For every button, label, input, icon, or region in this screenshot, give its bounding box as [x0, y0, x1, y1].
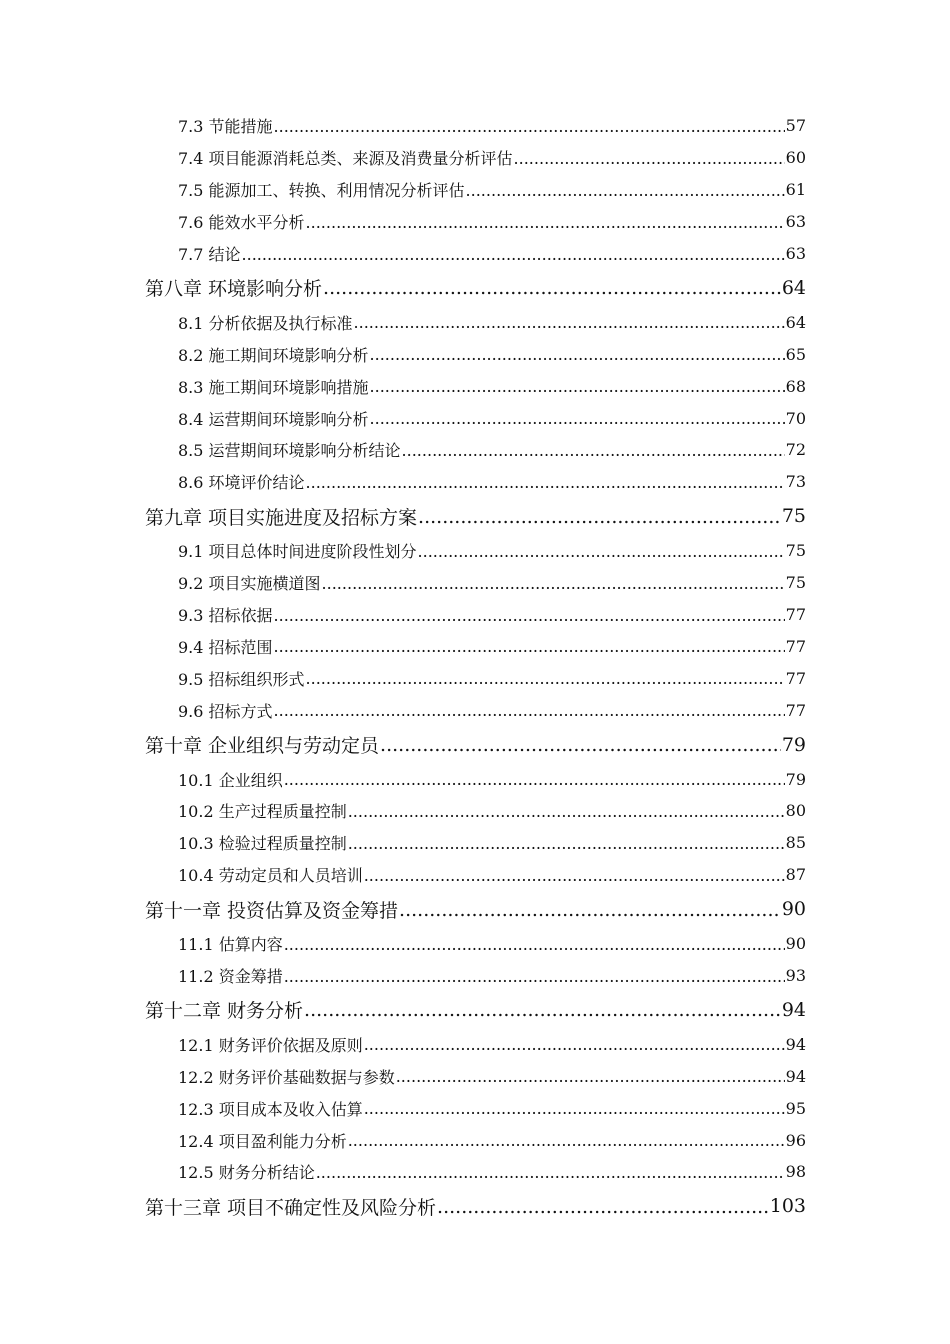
toc-entry-page-number: 64: [785, 312, 806, 332]
toc-entry-label: 7.7 结论: [178, 245, 241, 264]
toc-entry-page-number: 87: [785, 865, 806, 885]
toc-entry-label: 10.3 检验过程质量控制: [178, 834, 347, 854]
toc-section-entry[interactable]: [0, 306, 950, 338]
toc-entry-label: 9.5 招标组织形式: [178, 669, 305, 689]
toc-section-entry[interactable]: [0, 795, 950, 827]
toc-dot-leader: [437, 1199, 769, 1221]
toc-entry-label: 11.1 估算内容: [178, 935, 283, 955]
toc-entry-label: 第十三章 项目不确定性及风险分析: [145, 1196, 437, 1219]
toc-entry-label: 8.1 分析依据及执行标准: [178, 313, 353, 333]
toc-entry-page-number: 63: [785, 244, 806, 263]
toc-section-entry[interactable]: [0, 370, 950, 402]
toc-entry-page-number: 64: [781, 276, 806, 299]
toc-section-entry[interactable]: [0, 928, 950, 960]
toc-entry-page-number: 61: [785, 180, 806, 200]
toc-entry-label: 7.3 节能措施: [178, 117, 273, 137]
toc-section-entry[interactable]: [0, 466, 950, 498]
toc-dot-leader: [274, 640, 785, 658]
toc-chapter-entry[interactable]: [0, 726, 950, 763]
toc-entry-page-number: 75: [785, 541, 806, 561]
toc-entry-page-number: 68: [785, 376, 806, 396]
toc-section-entry[interactable]: [0, 567, 950, 599]
toc-dot-leader: [348, 1134, 785, 1152]
toc-entry-label: 第八章 环境影响分析: [145, 278, 323, 301]
toc-section-entry[interactable]: [0, 434, 950, 466]
toc-dot-leader: [284, 773, 785, 791]
toc-section-entry[interactable]: [0, 402, 950, 434]
toc-dot-leader: [354, 316, 785, 334]
toc-dot-leader: [370, 348, 785, 366]
toc-entry-label: 第九章 项目实施进度及招标方案: [145, 506, 418, 529]
toc-entry-label: 第十章 企业组织与劳动定员: [145, 735, 380, 758]
toc-section-entry[interactable]: [0, 338, 950, 370]
toc-dot-leader: [402, 444, 785, 462]
toc-entry-page-number: 90: [781, 898, 806, 921]
toc-entry-page-number: 73: [785, 472, 806, 492]
toc-section-entry[interactable]: [0, 1124, 950, 1156]
toc-dot-leader: [396, 1070, 785, 1088]
toc-entry-page-number: 65: [785, 344, 806, 364]
toc-entry-label: 8.4 运营期间环境影响分析: [178, 409, 369, 429]
toc-section-entry[interactable]: [0, 142, 950, 174]
toc-section-entry[interactable]: [0, 1156, 950, 1188]
toc-dot-leader: [380, 737, 781, 759]
toc-section-entry[interactable]: [0, 960, 950, 992]
toc-section-entry[interactable]: [0, 1092, 950, 1124]
toc-chapter-entry[interactable]: [0, 498, 950, 535]
toc-section-entry[interactable]: [0, 630, 950, 662]
toc-dot-leader: [322, 577, 785, 595]
toc-dot-leader: [316, 1166, 785, 1184]
toc-entry-page-number: 94: [781, 998, 806, 1021]
toc-entry-label: 10.4 劳动定员和人员培训: [178, 866, 363, 886]
toc-dot-leader: [418, 509, 781, 531]
toc-section-entry[interactable]: [0, 599, 950, 631]
toc-entry-label: 9.1 项目总体时间进度阶段性划分: [178, 542, 417, 562]
toc-dot-leader: [306, 476, 785, 494]
toc-section-entry[interactable]: [0, 238, 950, 270]
toc-entry-label: 8.6 环境评价结论: [178, 473, 305, 493]
toc-dot-leader: [323, 280, 781, 302]
toc-dot-leader: [466, 184, 785, 202]
toc-section-entry[interactable]: [0, 110, 950, 142]
toc-dot-leader: [284, 970, 785, 988]
toc-entry-label: 9.4 招标范围: [178, 637, 273, 657]
toc-entry-label: 12.4 项目盈利能力分析: [178, 1131, 347, 1151]
toc-entry-page-number: 79: [781, 733, 806, 756]
toc-entry-page-number: 96: [785, 1130, 806, 1150]
toc-entry-page-number: 75: [785, 573, 806, 593]
toc-entry-page-number: 57: [785, 116, 806, 136]
toc-section-entry[interactable]: [0, 535, 950, 567]
toc-entry-label: 8.3 施工期间环境影响措施: [178, 377, 369, 397]
toc-dot-leader: [284, 938, 785, 956]
toc-entry-page-number: 77: [785, 605, 806, 625]
toc-entry-page-number: 93: [785, 966, 806, 986]
toc-entry-label: 12.1 财务评价依据及原则: [178, 1035, 363, 1055]
toc-section-entry[interactable]: [0, 827, 950, 859]
toc-dot-leader: [274, 704, 785, 722]
toc-section-entry[interactable]: [0, 662, 950, 694]
toc-section-entry[interactable]: [0, 206, 950, 238]
toc-entry-label: 7.6 能效水平分析: [178, 213, 305, 233]
toc-entry-page-number: 77: [785, 700, 806, 720]
table-of-contents: [0, 110, 950, 1225]
toc-chapter-entry[interactable]: [0, 1188, 950, 1225]
toc-entry-page-number: 77: [785, 668, 806, 688]
toc-section-entry[interactable]: [0, 694, 950, 726]
toc-dot-leader: [304, 1002, 781, 1024]
toc-dot-leader: [399, 902, 781, 924]
toc-dot-leader: [274, 609, 785, 627]
toc-dot-leader: [274, 120, 785, 138]
toc-dot-leader: [348, 837, 785, 855]
toc-chapter-entry[interactable]: [0, 891, 950, 928]
toc-entry-page-number: 90: [785, 934, 806, 954]
toc-section-entry[interactable]: [0, 1028, 950, 1060]
toc-entry-label: 8.5 运营期间环境影响分析结论: [178, 441, 401, 461]
toc-entry-page-number: 94: [785, 1066, 806, 1086]
toc-chapter-entry[interactable]: [0, 991, 950, 1028]
toc-entry-label: 10.1 企业组织: [178, 770, 283, 790]
toc-entry-label: 第十一章 投资估算及资金筹措: [145, 899, 399, 922]
toc-entry-page-number: 63: [785, 212, 806, 232]
toc-entry-label: 10.2 生产过程质量控制: [178, 802, 347, 822]
toc-dot-leader: [364, 1102, 785, 1120]
toc-entry-label: 12.2 财务评价基础数据与参数: [178, 1067, 395, 1087]
toc-entry-page-number: 77: [785, 636, 806, 656]
toc-entry-page-number: 80: [785, 801, 806, 821]
toc-chapter-entry[interactable]: [0, 269, 950, 306]
toc-dot-leader: [370, 412, 785, 430]
toc-dot-leader: [306, 672, 785, 690]
toc-dot-leader: [364, 1038, 785, 1056]
toc-dot-leader: [242, 248, 785, 266]
toc-entry-page-number: 72: [785, 440, 806, 460]
toc-entry-page-number: 79: [785, 769, 806, 789]
toc-dot-leader: [348, 805, 785, 823]
toc-dot-leader: [370, 380, 785, 398]
toc-entry-label: 12.5 财务分析结论: [178, 1163, 315, 1183]
toc-entry-label: 第十二章 财务分析: [145, 1000, 304, 1023]
toc-entry-page-number: 70: [785, 408, 806, 428]
toc-section-entry[interactable]: [0, 763, 950, 795]
toc-dot-leader: [364, 869, 785, 887]
toc-section-entry[interactable]: [0, 859, 950, 891]
toc-entry-page-number: 60: [785, 148, 806, 168]
toc-entry-page-number: 85: [785, 833, 806, 853]
toc-entry-page-number: 103: [769, 1195, 806, 1218]
toc-section-entry[interactable]: [0, 174, 950, 206]
toc-entry-label: 11.2 资金筹措: [178, 967, 283, 987]
toc-entry-page-number: 98: [785, 1162, 806, 1182]
toc-entry-page-number: 95: [785, 1098, 806, 1118]
toc-entry-label: 9.2 项目实施横道图: [178, 574, 321, 594]
toc-entry-label: 9.3 招标依据: [178, 606, 273, 626]
toc-dot-leader: [514, 152, 785, 170]
toc-entry-label: 7.4 项目能源消耗总类、来源及消费量分析评估: [178, 149, 513, 169]
toc-entry-label: 9.6 招标方式: [178, 701, 273, 721]
toc-entry-page-number: 94: [785, 1034, 806, 1054]
toc-dot-leader: [418, 545, 785, 563]
toc-entry-page-number: 75: [781, 505, 806, 528]
toc-entry-label: 7.5 能源加工、转换、利用情况分析评估: [178, 181, 465, 201]
toc-dot-leader: [306, 216, 785, 234]
toc-section-entry[interactable]: [0, 1060, 950, 1092]
toc-entry-label: 12.3 项目成本及收入估算: [178, 1099, 363, 1119]
toc-entry-label: 8.2 施工期间环境影响分析: [178, 345, 369, 365]
